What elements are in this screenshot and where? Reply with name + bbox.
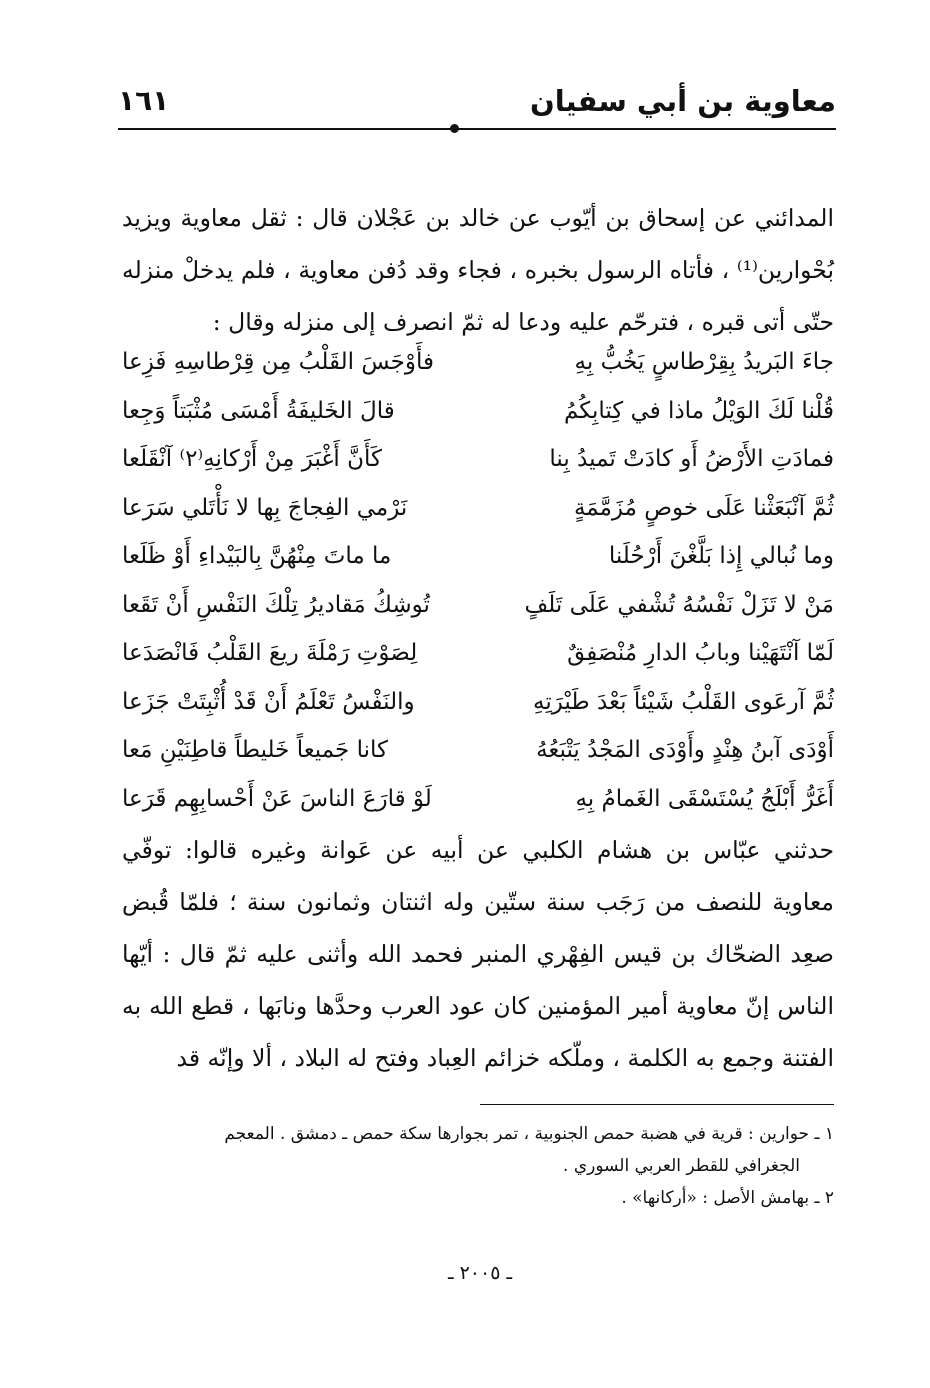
- poem: [122, 338, 834, 823]
- verse-line: [122, 532, 834, 581]
- verse-second-hemistich: نَرْمي الفِجاجَ بِها لا نَأْتَلي سَرَعا: [122, 494, 408, 521]
- footnote-2: ٢ ـ بهامش الأصل : «أركانها» .: [621, 1188, 834, 1208]
- verse-first-hemistich: جاءَ البَريدُ بِقِرْطاسٍ يَخُبُّ بِهِ: [574, 349, 834, 375]
- footnotes: [122, 1118, 834, 1214]
- page-number: ١٦١: [118, 84, 170, 117]
- verse-first-hemistich: فمادَتِ الأَرْضُ أَو كادَتْ تَميدُ بِنا: [549, 446, 834, 472]
- header-rule-dot: [450, 124, 459, 133]
- verse-second-hemistich: كانا جَميعاً خَليطاً قاطِنَيْنِ مَعا: [122, 737, 388, 763]
- verse-first-hemistich: مَنْ لا تَزَلْ نَفْسُهُ تُشْفي عَلَى تَلَفٍ: [524, 591, 834, 618]
- footnote-divider: [480, 1104, 834, 1105]
- paragraph-intro: المدائني عن إسحاق بن أيّوب عن خالد بن عَجْلان قال : ثقل معاوية ويزيد بُحْوارين⁽¹⁾ ، فأتاه الرسول بخبره ، فجاء وقد دُفن معاوية ، فلم يدخلْ منزله حتّى أتى قبره ، فترحّم عليه ودعا له ثمّ انصرف إلى منزله وقال :: [122, 204, 834, 336]
- verse-line: [122, 338, 834, 387]
- verse-line: [122, 726, 834, 775]
- verse-line: [122, 484, 834, 533]
- verse-second-hemistich: والنَفْسُ تَعْلَمُ أَنْ قَدْ أُثْبِتَتْ جَزَعا: [122, 688, 415, 715]
- verse-first-hemistich: أَوْدَى آبنُ هِنْدٍ وأَوْدَى المَجْدُ يَتْبَعُهُ: [536, 737, 834, 763]
- verse-line: [122, 387, 834, 436]
- verse-second-hemistich: ما ماتَ مِنْهُنَّ بِالبَيْداءِ أَوْ ظَلَعا: [122, 543, 392, 569]
- verse-first-hemistich: قُلْنا لَكَ الوَيْلُ ماذا في كِتابِكُمُ: [563, 397, 834, 424]
- verse-second-hemistich: كَأَنَّ أَغْبَرَ مِنْ أَرْكانِهِ⁽٢⁾ آنْقَلَعا: [122, 446, 382, 472]
- verse-line: [122, 581, 834, 630]
- running-title: معاوية بن أبي سفيان: [529, 84, 836, 118]
- folio-number: ـ ٢٠٠٥ ـ: [447, 1262, 513, 1284]
- verse-second-hemistich: لِصَوْتِ رَمْلَةَ ريعَ القَلْبُ فَانْصَدَعا: [122, 640, 418, 666]
- running-header: [118, 78, 836, 130]
- verse-line: [122, 629, 834, 678]
- verse-line: [122, 435, 834, 484]
- verse-second-hemistich: تُوشِكُ مَقاديرُ تِلْكَ النَفْسِ أَنْ تَقَعا: [122, 591, 430, 618]
- verse-first-hemistich: وما نُبالي إِذا بَلَّغْنَ أَرْحُلَنا: [608, 543, 834, 569]
- paragraph-narration: حدثني عبّاس بن هشام الكلبي عن أبيه عن عَوانة وغيره قالوا: توفّي معاوية للنصف من رَجَب سنة ستّين وله اثنتان وثمانون سنة ؛ فلمّا قُبض صعِد الضحّاك بن قيس الفِهْري المنبر فحمد الله وأثنى عليه ثمّ قال : أيّها الناس إنّ معاوية أمير المؤمنين كان عود العرب وحدَّها ونابَها ، قطع الله به الفتنة وجمع به الكلمة ، وملّكه خزائم العِباد وفتح له البلاد ، ألا وإنّه قد: [122, 836, 834, 1072]
- verse-first-hemistich: أَغَرُّ أَبْلَجُ يُسْتَسْقَى الغَمامُ بِهِ: [575, 785, 834, 812]
- footnote-1: ١ ـ حوارين : قرية في هضبة حمص الجنوبية ، تمر بجوارها سكة حمص ـ دمشق . المعجم: [224, 1124, 834, 1144]
- verse-line: [122, 678, 834, 727]
- verse-first-hemistich: لَمّا آنْتَهَيْنا وبابُ الدارِ مُنْصَفِقٌ: [567, 640, 834, 666]
- verse-line: [122, 775, 834, 824]
- verse-second-hemistich: فأَوْجَسَ القَلْبُ مِن قِرْطاسِهِ فَزِعا: [122, 349, 434, 375]
- verse-first-hemistich: ثُمَّ آرعَوى القَلْبُ شَيْئاً بَعْدَ طَيْرَتِهِ: [533, 688, 834, 715]
- footnote-1-continuation: الجغرافي للقطر العربي السوري .: [563, 1156, 800, 1176]
- verse-second-hemistich: لَوْ قارَعَ الناسَ عَنْ أَحْسابِهِم قَرَعا: [122, 785, 432, 812]
- verse-second-hemistich: قالَ الخَليفَةُ أَمْسَى مُثْبَتاً وَجِعا: [122, 397, 395, 424]
- verse-first-hemistich: ثُمَّ آنْبَعَثْنا عَلَى خوصٍ مُزَمَّمَةٍ: [573, 494, 834, 521]
